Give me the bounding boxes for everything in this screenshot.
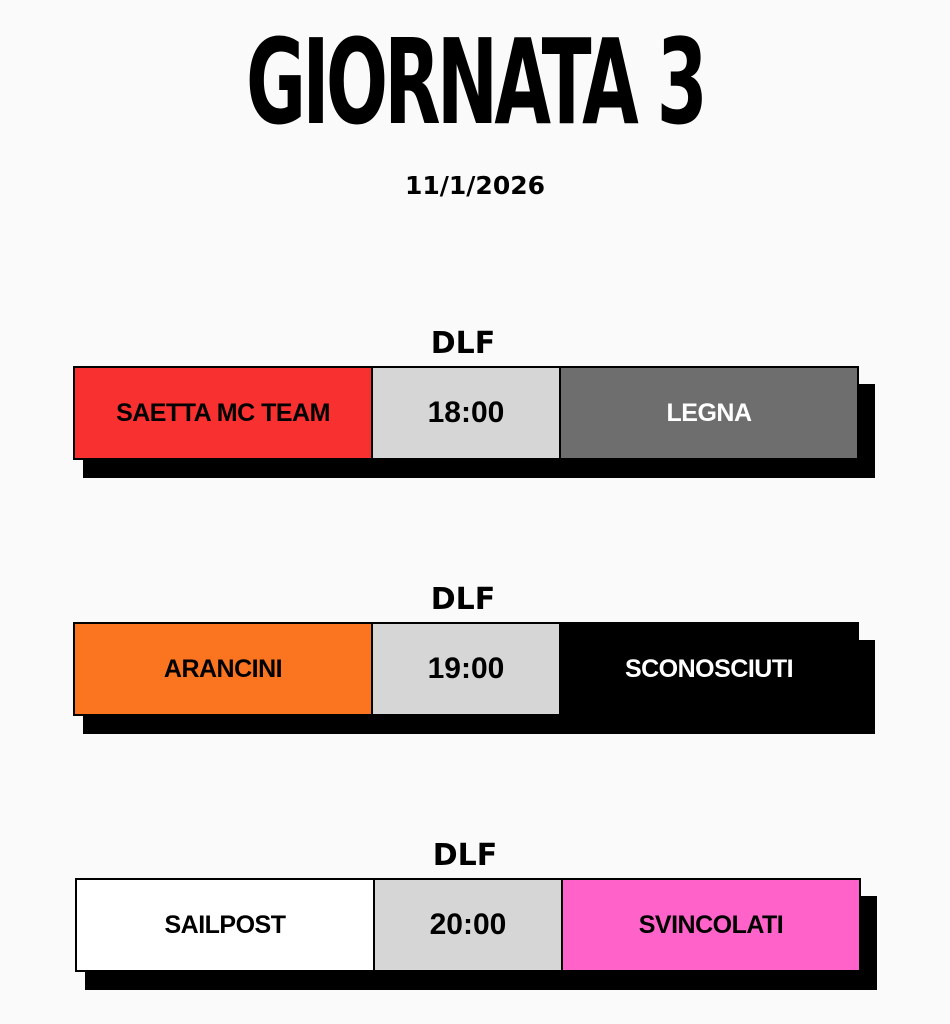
match-time: 18:00 [373,368,561,458]
venue-label: DLF [432,838,498,873]
home-team: SAILPOST [77,880,375,970]
match-card-2 [73,582,861,716]
away-team: SCONOSCIUTI [561,624,857,714]
home-team: ARANCINI [75,624,373,714]
home-team: SAETTA MC TEAM [75,368,373,458]
page-title: GIORNATA 3 [245,13,704,151]
match-row [75,878,861,972]
match-time: 19:00 [373,624,561,714]
match-time: 20:00 [375,880,563,970]
match-row [73,622,859,716]
match-date: 11/1/2026 [404,171,546,200]
venue-label: DLF [430,326,496,361]
match-card-3 [75,838,863,972]
match-row [73,366,859,460]
away-team: LEGNA [561,368,857,458]
match-card-1 [73,326,861,460]
away-team: SVINCOLATI [563,880,859,970]
venue-label: DLF [430,582,496,617]
